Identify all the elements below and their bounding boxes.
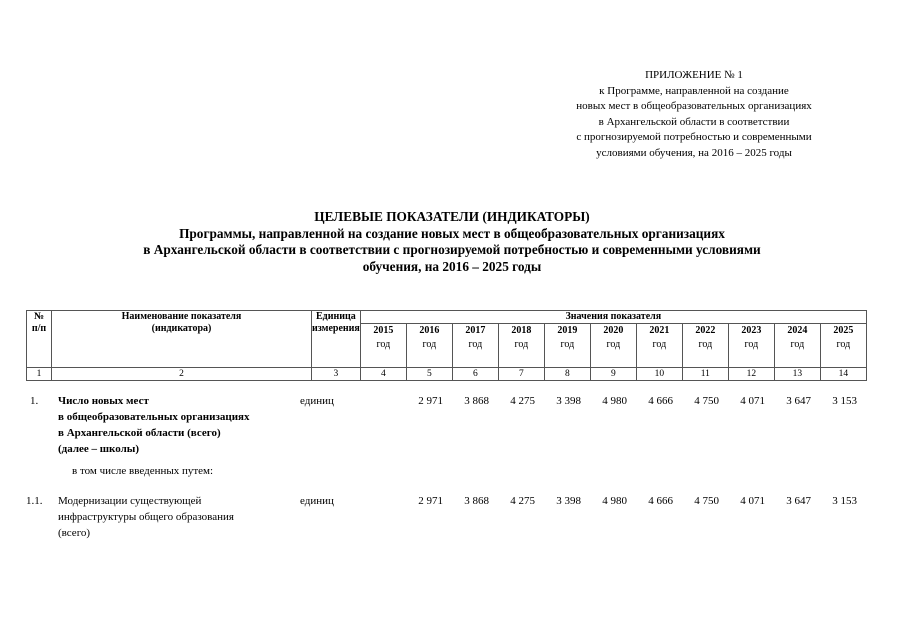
- subheading: в том числе введенных путем:: [72, 465, 214, 477]
- row-value-2019: 3 398: [556, 495, 581, 507]
- appendix-line: новых мест в общеобразовательных организациях: [576, 100, 812, 113]
- row-value-2025: 3 153: [832, 495, 857, 507]
- title-line: в Архангельской области в соответствии с прогнозируемой потребностью и современными условиями: [143, 242, 761, 257]
- row-value-2016: 2 971: [418, 495, 443, 507]
- row-unit: единиц: [300, 495, 334, 507]
- row-value-2020: 4 980: [602, 395, 627, 407]
- column-number: 14: [820, 368, 866, 381]
- title-line: ЦЕЛЕВЫЕ ПОКАЗАТЕЛИ (ИНДИКАТОРЫ): [314, 209, 590, 224]
- title-line: обучения, на 2016 – 2025 годы: [362, 258, 542, 274]
- header-num: № п/п: [27, 311, 52, 368]
- header-year-2016: 2016 год: [406, 324, 452, 368]
- column-number: 3: [312, 368, 361, 381]
- row-value-2017: 3 868: [464, 495, 489, 507]
- header-name: Наименование показателя (индикатора): [52, 311, 312, 368]
- header-year-2025: 2025 год: [820, 324, 866, 368]
- appendix-line: ПРИЛОЖЕНИЕ № 1: [645, 69, 743, 81]
- appendix-note: [548, 68, 840, 162]
- column-number: 7: [498, 368, 544, 381]
- row-number: 1.1.: [26, 495, 43, 507]
- header-year-2018: 2018 год: [498, 324, 544, 368]
- column-number-row: [27, 368, 867, 381]
- row-number: 1.: [30, 395, 39, 407]
- row-value-2018: 4 275: [510, 495, 535, 507]
- column-number: 8: [544, 368, 590, 381]
- row-value-2021: 4 666: [648, 495, 673, 507]
- column-number: 4: [360, 368, 406, 381]
- row-value-2023: 4 071: [740, 395, 765, 407]
- appendix-line: к Программе, направленной на создание: [599, 84, 789, 97]
- row-value-2024: 3 647: [786, 395, 811, 407]
- column-number: 9: [590, 368, 636, 381]
- header-year-2022: 2022 год: [682, 324, 728, 368]
- row-value-2017: 3 868: [464, 395, 489, 407]
- header-year-2023: 2023 год: [728, 324, 774, 368]
- header-year-2020: 2020 год: [590, 324, 636, 368]
- row-name: Число новых мест в общеобразовательных организациях в Архангельской области (всего) (далее – школы): [58, 395, 250, 455]
- column-number: 12: [728, 368, 774, 381]
- row-name: Модернизации существующей инфраструктуры общего образования (всего): [58, 495, 234, 539]
- appendix-line: с прогнозируемой потребностью и современными: [576, 131, 812, 144]
- header-values: Значения показателя: [360, 311, 866, 324]
- column-number: 6: [452, 368, 498, 381]
- appendix-line: условиями обучения, на 2016 – 2025 годы: [596, 146, 792, 159]
- document-title: [60, 209, 844, 275]
- column-number: 10: [636, 368, 682, 381]
- appendix-line: в Архангельской области в соответствии: [598, 115, 790, 128]
- row-value-2019: 3 398: [556, 395, 581, 407]
- column-number: 5: [406, 368, 452, 381]
- column-number: 1: [27, 368, 52, 381]
- column-number: 2: [52, 368, 312, 381]
- row-value-2020: 4 980: [602, 495, 627, 507]
- row-value-2022: 4 750: [694, 495, 719, 507]
- column-number: 13: [774, 368, 820, 381]
- row-value-2021: 4 666: [648, 395, 673, 407]
- header-year-2015: 2015 год: [360, 324, 406, 368]
- row-unit: единиц: [300, 395, 334, 407]
- header-year-2019: 2019 год: [544, 324, 590, 368]
- row-value-2022: 4 750: [694, 395, 719, 407]
- header-year-2024: 2024 год: [774, 324, 820, 368]
- title-line: Программы, направленной на создание новых мест в общеобразовательных организациях: [179, 225, 725, 241]
- column-number: 11: [682, 368, 728, 381]
- header-unit: Единица измерения: [312, 311, 361, 368]
- row-value-2023: 4 071: [740, 495, 765, 507]
- row-value-2025: 3 153: [832, 395, 857, 407]
- row-value-2024: 3 647: [786, 495, 811, 507]
- row-value-2018: 4 275: [510, 395, 535, 407]
- header-year-2017: 2017 год: [452, 324, 498, 368]
- indicators-table-header: [26, 310, 867, 381]
- row-value-2016: 2 971: [418, 395, 443, 407]
- header-year-2021: 2021 год: [636, 324, 682, 368]
